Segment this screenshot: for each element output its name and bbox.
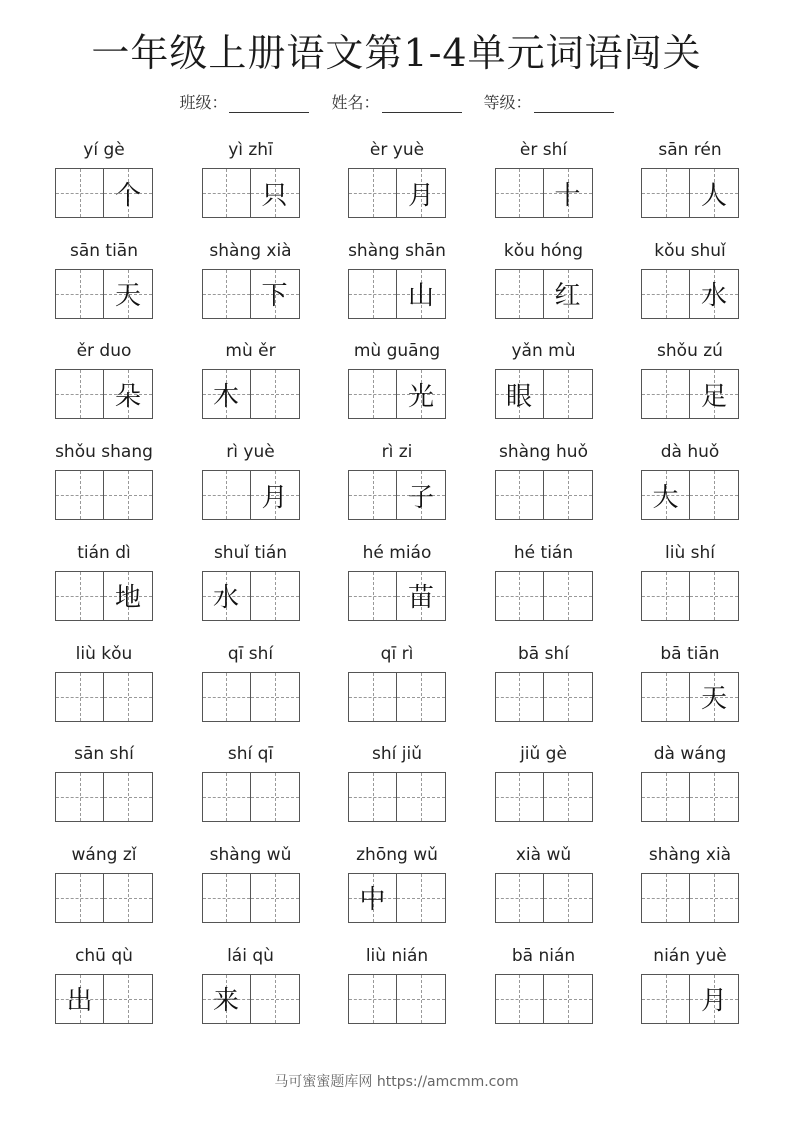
hanzi-char: [56, 874, 103, 922]
tianzige-pair: [641, 269, 739, 319]
pinyin-label: shuǐ tián: [213, 542, 288, 563]
tianzige-box[interactable]: [104, 168, 153, 218]
hanzi-char: [690, 471, 738, 519]
student-info: [0, 90, 793, 113]
pinyin-label: ěr duo: [76, 341, 132, 362]
hanzi-char: [203, 169, 250, 217]
tianzige-pair: [495, 168, 593, 218]
pinyin-label: èr shí: [519, 140, 568, 160]
hanzi-char: [642, 673, 689, 721]
tianzige-box[interactable]: [544, 672, 593, 722]
hanzi-char: 中: [359, 885, 386, 916]
tianzige-box[interactable]: [202, 974, 251, 1024]
pinyin-label: xià wǔ: [515, 844, 572, 865]
hanzi-char: [642, 572, 689, 620]
tianzige-pair: [202, 269, 300, 319]
tianzige-box[interactable]: [104, 269, 153, 319]
tianzige-box[interactable]: [544, 873, 593, 923]
tianzige-box[interactable]: [55, 974, 104, 1024]
hanzi-char: [56, 169, 103, 217]
pinyin-label: bā shí: [518, 643, 569, 664]
tianzige-box[interactable]: [348, 974, 397, 1024]
hanzi-char: [544, 773, 592, 821]
hanzi-char: [642, 975, 689, 1023]
pinyin-label: rì yuè: [226, 442, 275, 463]
class-blank[interactable]: [229, 96, 309, 113]
tianzige-box[interactable]: [55, 470, 104, 520]
tianzige-pair: [495, 672, 593, 722]
tianzige-pair: [202, 470, 300, 520]
pinyin-label: liù nián: [365, 945, 429, 966]
pinyin-label: zhōng wǔ: [356, 844, 438, 865]
hanzi-char: 地: [114, 583, 141, 614]
pinyin-label: shǒu shang: [55, 442, 153, 463]
hanzi-char: [690, 572, 738, 620]
tianzige-pair: [202, 168, 300, 218]
pinyin-label: hé tián: [513, 542, 574, 563]
hanzi-char: [496, 572, 543, 620]
tianzige-box[interactable]: [690, 974, 739, 1024]
pinyin-label: shí qī: [227, 744, 274, 765]
pinyin-label: yǎn mù: [511, 341, 576, 362]
tianzige-box[interactable]: [495, 772, 544, 822]
tianzige-box[interactable]: [690, 873, 739, 923]
tianzige-pair: [202, 672, 300, 722]
tianzige-box[interactable]: [348, 672, 397, 722]
tianzige-box[interactable]: [641, 672, 690, 722]
tianzige-box[interactable]: [55, 873, 104, 923]
hanzi-char: [104, 773, 152, 821]
hanzi-char: [496, 975, 543, 1023]
tianzige-box[interactable]: [690, 571, 739, 621]
hanzi-char: [56, 773, 103, 821]
tianzige-box[interactable]: [495, 470, 544, 520]
tianzige-box[interactable]: [641, 571, 690, 621]
tianzige-pair: [348, 470, 446, 520]
tianzige-box[interactable]: [397, 369, 446, 419]
pinyin-label: dà wáng: [653, 744, 727, 765]
tianzige-pair: [55, 571, 153, 621]
tianzige-box[interactable]: [544, 168, 593, 218]
tianzige-pair: [495, 772, 593, 822]
tianzige-box[interactable]: [495, 571, 544, 621]
hanzi-char: [544, 874, 592, 922]
tianzige-pair: [495, 974, 593, 1024]
tianzige-box[interactable]: [348, 369, 397, 419]
tianzige-pair: [55, 974, 153, 1024]
pinyin-label: bā tiān: [660, 643, 720, 664]
hanzi-char: [642, 773, 689, 821]
tianzige-box[interactable]: [495, 269, 544, 319]
tianzige-box[interactable]: [202, 369, 251, 419]
hanzi-char: [397, 975, 445, 1023]
tianzige-box[interactable]: [55, 571, 104, 621]
hanzi-char: [642, 270, 689, 318]
tianzige-pair: [348, 772, 446, 822]
pinyin-label: qī shí: [227, 643, 274, 664]
tianzige-pair: [55, 672, 153, 722]
pinyin-label: yí gè: [83, 140, 125, 160]
tianzige-box[interactable]: [397, 873, 446, 923]
hanzi-char: 下: [261, 281, 288, 312]
grade-field: [484, 90, 614, 113]
tianzige-box[interactable]: [202, 269, 251, 319]
hanzi-char: [496, 773, 543, 821]
tianzige-pair: [55, 873, 153, 923]
pinyin-label: shàng xià: [209, 240, 292, 261]
tianzige-box[interactable]: [397, 269, 446, 319]
tianzige-box[interactable]: [104, 672, 153, 722]
hanzi-char: 月: [407, 180, 434, 211]
tianzige-box[interactable]: [544, 772, 593, 822]
tianzige-box[interactable]: [641, 269, 690, 319]
pinyin-label: kǒu shuǐ: [654, 240, 726, 261]
hanzi-char: [544, 370, 592, 418]
hanzi-char: [496, 270, 543, 318]
tianzige-box[interactable]: [544, 974, 593, 1024]
hanzi-char: [349, 370, 396, 418]
tianzige-pair: [348, 168, 446, 218]
hanzi-char: 足: [700, 381, 727, 412]
hanzi-char: 只: [261, 180, 288, 211]
hanzi-char: 出: [66, 986, 93, 1017]
hanzi-char: [544, 572, 592, 620]
tianzige-box[interactable]: [251, 269, 300, 319]
tianzige-box[interactable]: [55, 369, 104, 419]
hanzi-char: [642, 874, 689, 922]
tianzige-box[interactable]: [104, 571, 153, 621]
hanzi-char: 水: [212, 583, 239, 614]
tianzige-pair: [641, 168, 739, 218]
footer-watermark: 马可蜜蜜题库网 https://amcmm.com: [274, 1074, 519, 1090]
tianzige-box[interactable]: [202, 571, 251, 621]
hanzi-char: [251, 975, 299, 1023]
tianzige-pair: [495, 369, 593, 419]
tianzige-box[interactable]: [251, 672, 300, 722]
tianzige-pair: [641, 571, 739, 621]
tianzige-pair: [348, 369, 446, 419]
pinyin-label: wáng zǐ: [71, 844, 137, 865]
tianzige-box[interactable]: [495, 974, 544, 1024]
tianzige-pair: [348, 571, 446, 621]
tianzige-box[interactable]: [202, 873, 251, 923]
tianzige-pair: [55, 269, 153, 319]
pinyin-label: shí jiǔ: [372, 744, 422, 765]
tianzige-box[interactable]: [251, 772, 300, 822]
tianzige-box[interactable]: [348, 168, 397, 218]
tianzige-box[interactable]: [641, 168, 690, 218]
hanzi-char: [203, 471, 250, 519]
tianzige-box[interactable]: [251, 571, 300, 621]
hanzi-char: [349, 773, 396, 821]
hanzi-char: [349, 975, 396, 1023]
tianzige-pair: [641, 974, 739, 1024]
tianzige-box[interactable]: [348, 873, 397, 923]
pinyin-label: shǒu zú: [657, 341, 723, 362]
pinyin-label: shàng wǔ: [209, 844, 292, 865]
tianzige-box[interactable]: [397, 571, 446, 621]
pinyin-label: chū qù: [75, 945, 133, 966]
hanzi-char: [203, 673, 250, 721]
tianzige-pair: [495, 571, 593, 621]
hanzi-char: 光: [407, 381, 434, 412]
tianzige-box[interactable]: [55, 168, 104, 218]
hanzi-char: [349, 572, 396, 620]
tianzige-pair: [641, 772, 739, 822]
tianzige-box[interactable]: [544, 571, 593, 621]
tianzige-box[interactable]: [104, 974, 153, 1024]
pinyin-label: sān tiān: [69, 240, 139, 261]
tianzige-box[interactable]: [397, 772, 446, 822]
hanzi-char: 红: [554, 281, 581, 312]
tianzige-box[interactable]: [55, 772, 104, 822]
pinyin-label: sān rén: [658, 140, 722, 160]
grade-label: 等级：: [483, 93, 532, 112]
hanzi-char: [349, 270, 396, 318]
hanzi-char: [496, 874, 543, 922]
hanzi-char: [642, 169, 689, 217]
pinyin-label: mù ěr: [225, 341, 276, 362]
hanzi-char: [56, 471, 103, 519]
tianzige-pair: [202, 772, 300, 822]
tianzige-box[interactable]: [495, 873, 544, 923]
hanzi-char: [544, 975, 592, 1023]
pinyin-label: liù kǒu: [75, 643, 133, 664]
hanzi-char: 天: [700, 684, 727, 714]
tianzige-box[interactable]: [641, 873, 690, 923]
pinyin-label: yì zhī: [228, 140, 273, 160]
tianzige-box[interactable]: [55, 269, 104, 319]
hanzi-char: [544, 673, 592, 721]
tianzige-box[interactable]: [251, 974, 300, 1024]
hanzi-char: [251, 370, 299, 418]
tianzige-box[interactable]: [202, 672, 251, 722]
tianzige-box[interactable]: [690, 168, 739, 218]
tianzige-pair: [348, 672, 446, 722]
pinyin-label: jiǔ gè: [520, 744, 567, 765]
tianzige-pair: [641, 873, 739, 923]
hanzi-char: [690, 773, 738, 821]
hanzi-char: 苗: [407, 583, 434, 614]
hanzi-char: 子: [407, 482, 434, 513]
tianzige-box[interactable]: [202, 168, 251, 218]
hanzi-char: [397, 874, 445, 922]
tianzige-box[interactable]: [495, 369, 544, 419]
pinyin-label: nián yuè: [653, 945, 727, 966]
pinyin-label: tián dì: [77, 542, 131, 563]
tianzige-box[interactable]: [544, 470, 593, 520]
tianzige-pair: [495, 873, 593, 923]
hanzi-char: [349, 673, 396, 721]
tianzige-box[interactable]: [202, 470, 251, 520]
pinyin-label: shàng shān: [348, 240, 446, 261]
hanzi-char: 来: [212, 986, 239, 1017]
tianzige-pair: [641, 672, 739, 722]
tianzige-pair: [348, 873, 446, 923]
tianzige-pair: [348, 269, 446, 319]
pinyin-label: èr yuè: [369, 140, 425, 160]
pinyin-label: shàng huǒ: [499, 442, 588, 463]
hanzi-char: [496, 169, 543, 217]
pinyin-label: kǒu hóng: [503, 240, 584, 261]
tianzige-box[interactable]: [641, 369, 690, 419]
pinyin-label: shàng xià: [648, 844, 732, 865]
class-label: 班级：: [179, 93, 228, 112]
hanzi-char: [104, 673, 152, 721]
tianzige-box[interactable]: [348, 571, 397, 621]
tianzige-pair: [348, 974, 446, 1024]
tianzige-pair: [55, 470, 153, 520]
grade-blank[interactable]: [534, 96, 614, 113]
tianzige-box[interactable]: [348, 470, 397, 520]
pinyin-label: bā nián: [511, 945, 576, 966]
pinyin-label: lái qù: [227, 945, 274, 966]
hanzi-char: 朵: [114, 381, 141, 412]
hanzi-char: [104, 874, 152, 922]
name-label: 姓名：: [331, 93, 380, 112]
tianzige-pair: [641, 470, 739, 520]
tianzige-pair: [202, 369, 300, 419]
hanzi-char: 人: [700, 180, 727, 211]
tianzige-box[interactable]: [690, 269, 739, 319]
hanzi-char: 水: [700, 281, 727, 312]
hanzi-char: [104, 975, 152, 1023]
hanzi-char: [251, 572, 299, 620]
pinyin-label: sān shí: [74, 744, 134, 765]
tianzige-box[interactable]: [641, 974, 690, 1024]
pinyin-label: rì zi: [381, 442, 413, 463]
tianzige-box[interactable]: [397, 470, 446, 520]
hanzi-char: 月: [700, 986, 727, 1017]
tianzige-pair: [55, 168, 153, 218]
pinyin-label: qī rì: [380, 643, 414, 664]
hanzi-char: [642, 370, 689, 418]
page-title: 一年级上册语文第1-4单元词语闯关: [91, 31, 702, 75]
hanzi-char: [349, 471, 396, 519]
hanzi-char: 大: [652, 482, 679, 513]
pinyin-label: liù shí: [665, 542, 715, 563]
tianzige-box[interactable]: [104, 369, 153, 419]
hanzi-char: [203, 270, 250, 318]
tianzige-pair: [495, 269, 593, 319]
tianzige-box[interactable]: [641, 772, 690, 822]
hanzi-char: [251, 773, 299, 821]
tianzige-box[interactable]: [397, 974, 446, 1024]
hanzi-char: [690, 874, 738, 922]
tianzige-box[interactable]: [251, 168, 300, 218]
hanzi-char: [56, 270, 103, 318]
name-field: [331, 90, 461, 113]
hanzi-char: [397, 773, 445, 821]
name-blank[interactable]: [382, 96, 462, 113]
tianzige-box[interactable]: [690, 672, 739, 722]
hanzi-char: [104, 471, 152, 519]
tianzige-box[interactable]: [251, 873, 300, 923]
hanzi-char: [203, 874, 250, 922]
tianzige-box[interactable]: [251, 369, 300, 419]
hanzi-char: [56, 572, 103, 620]
hanzi-char: [496, 673, 543, 721]
pinyin-label: dà huǒ: [660, 442, 720, 463]
tianzige-box[interactable]: [495, 672, 544, 722]
tianzige-box[interactable]: [690, 470, 739, 520]
pinyin-label: hé miáo: [362, 542, 432, 563]
hanzi-char: [544, 471, 592, 519]
hanzi-char: 月: [261, 482, 288, 513]
tianzige-box[interactable]: [104, 873, 153, 923]
tianzige-box[interactable]: [544, 269, 593, 319]
hanzi-char: [251, 874, 299, 922]
tianzige-pair: [641, 369, 739, 419]
hanzi-char: [203, 773, 250, 821]
class-field: [179, 90, 309, 113]
tianzige-box[interactable]: [397, 672, 446, 722]
tianzige-box[interactable]: [690, 369, 739, 419]
hanzi-char: 天: [114, 281, 141, 312]
tianzige-box[interactable]: [251, 470, 300, 520]
tianzige-box[interactable]: [348, 269, 397, 319]
tianzige-box[interactable]: [690, 772, 739, 822]
tianzige-box[interactable]: [202, 772, 251, 822]
tianzige-box[interactable]: [55, 672, 104, 722]
tianzige-pair: [495, 470, 593, 520]
tianzige-pair: [202, 571, 300, 621]
tianzige-pair: [55, 369, 153, 419]
hanzi-char: [251, 673, 299, 721]
tianzige-box[interactable]: [495, 168, 544, 218]
tianzige-box[interactable]: [397, 168, 446, 218]
hanzi-char: 十: [554, 180, 581, 211]
hanzi-char: [349, 169, 396, 217]
hanzi-char: [56, 370, 103, 418]
hanzi-char: 个: [114, 180, 141, 211]
hanzi-char: 木: [212, 381, 239, 412]
tianzige-box[interactable]: [641, 470, 690, 520]
hanzi-char: 眼: [505, 381, 532, 412]
tianzige-box[interactable]: [348, 772, 397, 822]
hanzi-char: 山: [407, 281, 434, 312]
tianzige-pair: [202, 974, 300, 1024]
tianzige-pair: [202, 873, 300, 923]
pinyin-label: mù guāng: [353, 341, 441, 362]
tianzige-box[interactable]: [104, 470, 153, 520]
tianzige-box[interactable]: [544, 369, 593, 419]
hanzi-char: [397, 673, 445, 721]
tianzige-box[interactable]: [104, 772, 153, 822]
hanzi-char: [56, 673, 103, 721]
tianzige-pair: [55, 772, 153, 822]
hanzi-char: [496, 471, 543, 519]
